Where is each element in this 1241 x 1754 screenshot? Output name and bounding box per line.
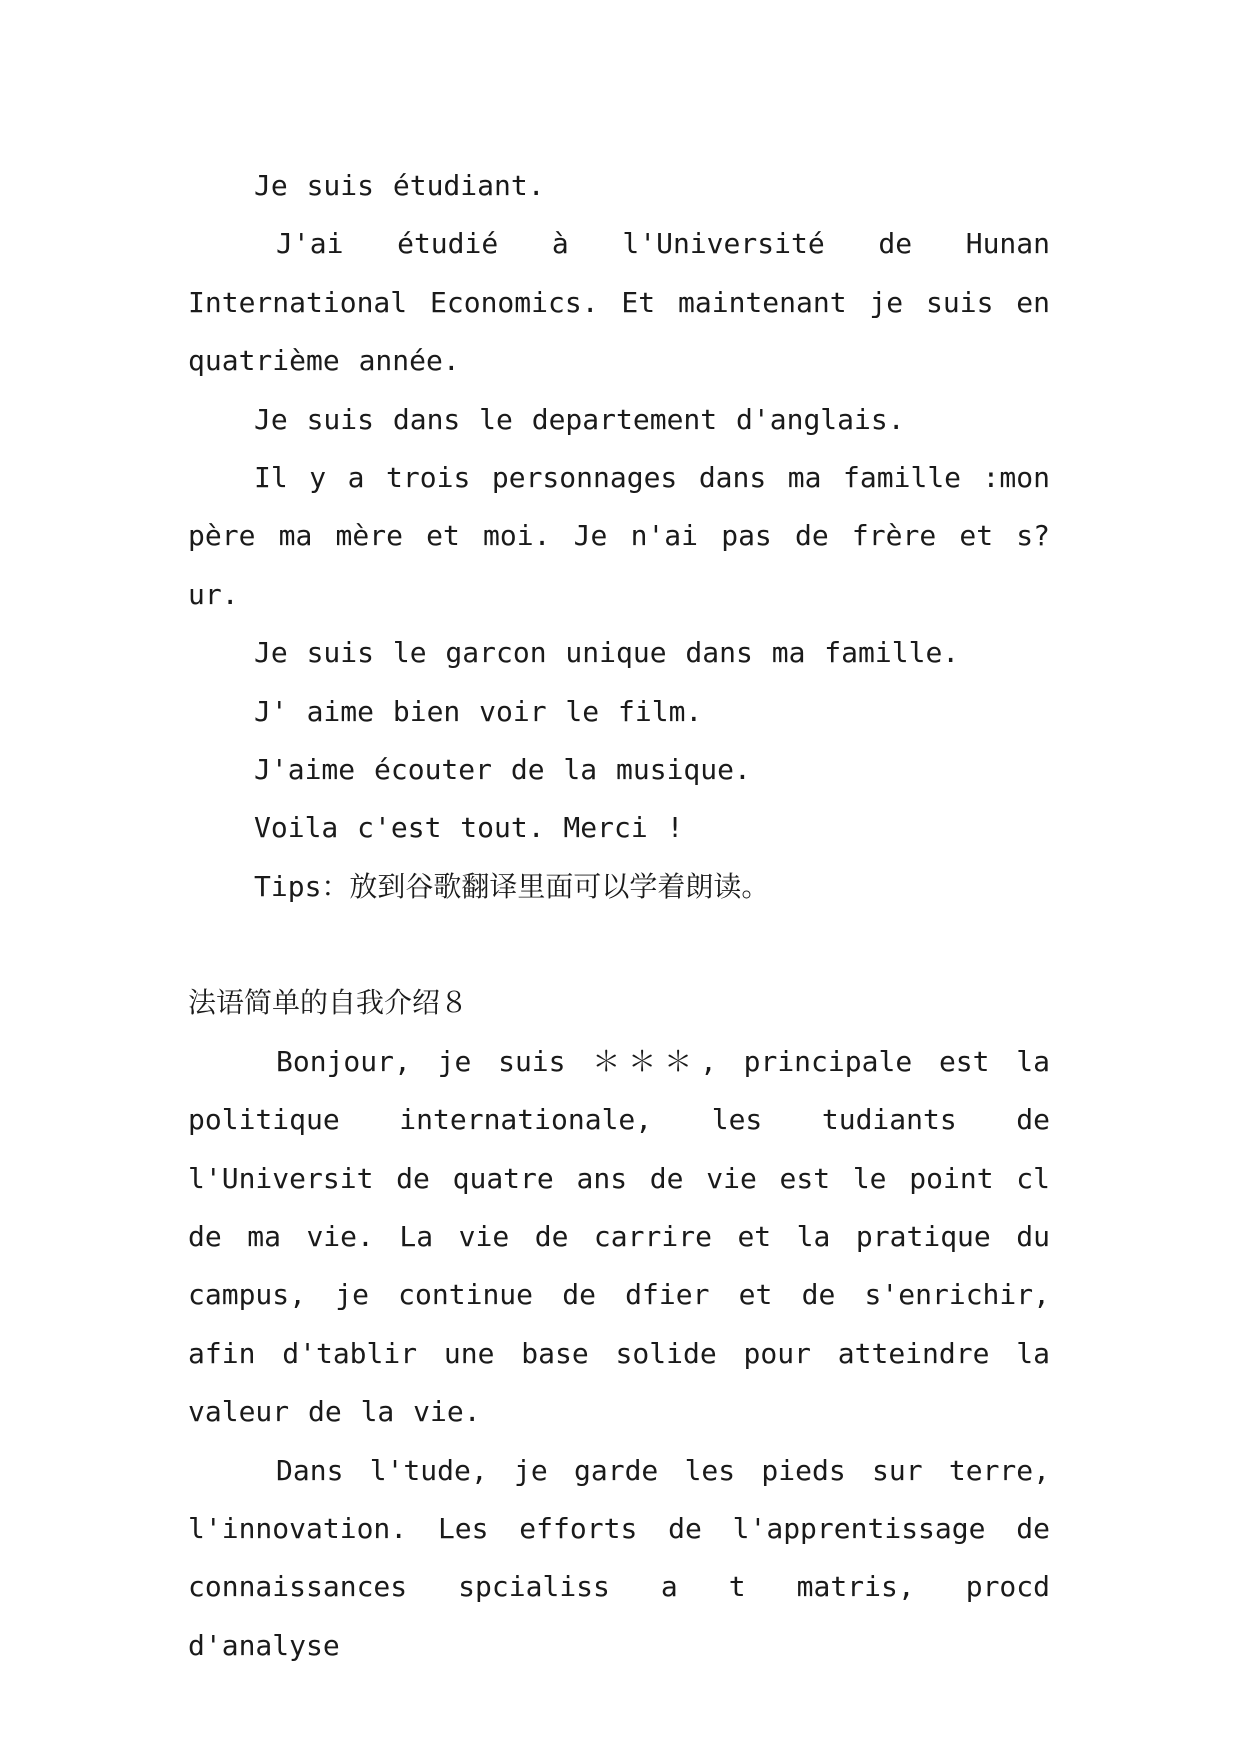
paragraph-tips: Tips：放到谷歌翻译里面可以学着朗读。 <box>254 869 770 903</box>
paragraph-student: Je suis étudiant. <box>254 169 545 202</box>
paragraph-study: Dans l'tude, je garde les pieds sur terre, l'innovation. Les efforts de l'apprentissage de connaissances spcialiss a t matris, procd d'analyse <box>188 1453 1050 1662</box>
paragraph-bonjour: Bonjour, je suis ＊＊＊, principale est la politique internationale, les tudiants de l'Universit de quatre ans de vie est le point cl de ma vie. La vie de carrire et la pratique du campus, je continue de dfier et de s'enrichir, afin d'tablir une base solide pour atteindre la valeur de la vie. <box>188 1044 1050 1429</box>
paragraph-closing: Voila c'est tout. Merci ! <box>254 811 684 845</box>
paragraph-only-son: Je suis le garcon unique dans ma famille. <box>254 636 960 670</box>
paragraph-family: Il y a trois personnages dans ma famille :mon père ma mère et moi. Je n'ai pas de frère et s?ur. <box>188 461 1050 611</box>
section-title: 法语简单的自我介绍８ <box>188 986 469 1020</box>
paragraph-department: Je suis dans le departement d'anglais. <box>254 402 905 436</box>
document-body <box>188 157 1050 1675</box>
paragraph-music: J'aime écouter de la musique. <box>254 753 751 787</box>
paragraph-film: J' aime bien voir le film. <box>254 694 703 728</box>
paragraph-university: J'ai étudié à l'Université de Hunan International Economics. Et maintenant je suis en quatrième année. <box>188 227 1050 378</box>
